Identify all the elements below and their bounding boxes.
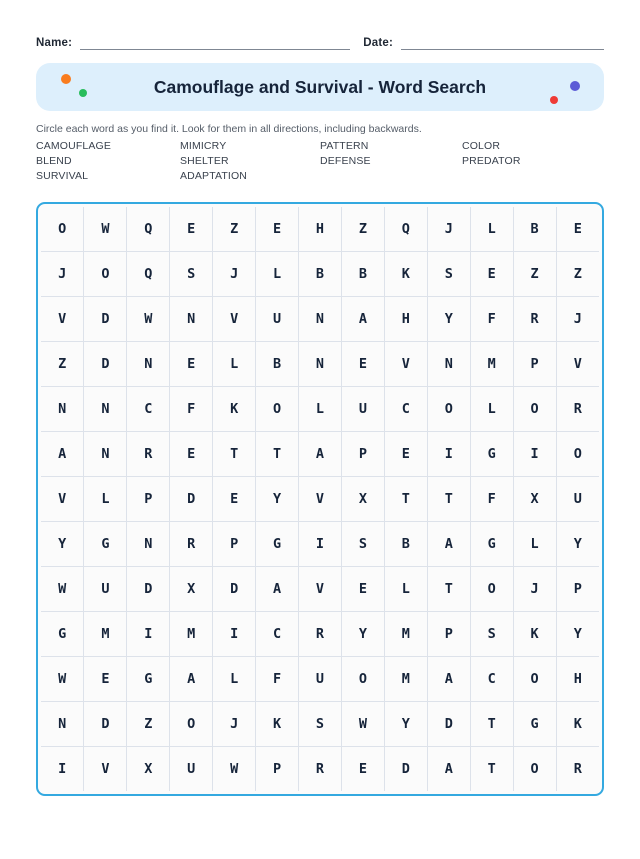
grid-cell[interactable]: Y [41,521,84,566]
grid-cell[interactable]: O [470,566,513,611]
instructions-text: Circle each word as you find it. Look for them in all directions, including backwards. [36,123,422,135]
grid-cell[interactable]: B [513,207,556,252]
grid-cell[interactable]: V [41,476,84,521]
grid-cell[interactable]: P [513,341,556,386]
grid-cell[interactable]: M [384,611,427,656]
grid-cell[interactable]: R [556,386,599,431]
grid-cell[interactable]: C [384,386,427,431]
grid-cell[interactable]: G [127,656,170,701]
grid-cell[interactable]: V [299,566,342,611]
grid-cell[interactable]: A [427,521,470,566]
grid-cell[interactable]: J [213,701,256,746]
grid-cell[interactable]: O [84,251,127,296]
grid-cell[interactable]: P [427,611,470,656]
grid-cell[interactable]: Z [213,207,256,252]
grid-cell[interactable]: R [170,521,213,566]
grid-cell[interactable]: Z [556,251,599,296]
grid-cell[interactable]: C [127,386,170,431]
grid-cell[interactable]: I [513,431,556,476]
grid-cell[interactable]: T [213,431,256,476]
grid-cell[interactable]: C [470,656,513,701]
word-list-item[interactable]: COLOR [462,140,501,152]
grid-cell[interactable]: E [470,251,513,296]
grid-row [41,386,599,431]
grid-cell[interactable]: R [299,611,342,656]
grid-cell[interactable]: R [127,431,170,476]
grid-cell[interactable]: B [256,341,299,386]
grid-row [41,566,599,611]
grid-cell[interactable]: W [213,746,256,791]
grid-cell[interactable]: Q [384,207,427,252]
blue-dot-icon [570,81,580,91]
grid-cell[interactable]: E [84,656,127,701]
grid-cell[interactable]: V [213,296,256,341]
grid-cell[interactable]: E [341,341,384,386]
grid-cell[interactable]: Y [384,701,427,746]
grid-row [41,431,599,476]
worksheet-page [0,30,640,859]
grid-cell[interactable]: J [41,251,84,296]
grid-cell[interactable]: R [299,746,342,791]
grid-cell[interactable]: D [84,341,127,386]
grid-row [41,476,599,521]
grid-cell[interactable]: L [470,386,513,431]
grid-cell[interactable]: X [513,476,556,521]
grid-cell[interactable]: U [299,656,342,701]
grid-cell[interactable]: U [256,296,299,341]
grid-cell[interactable]: L [384,566,427,611]
grid-cell[interactable]: N [299,296,342,341]
word-list-item[interactable]: BLEND [36,155,72,168]
grid-cell[interactable]: L [213,341,256,386]
grid-row [41,207,599,252]
grid-cell[interactable]: A [41,431,84,476]
word-list-item[interactable]: SHELTER [180,155,229,168]
grid-cell[interactable]: W [41,656,84,701]
grid-cell[interactable]: S [470,611,513,656]
grid-cell[interactable]: M [170,611,213,656]
grid-row [41,656,599,701]
grid-cell[interactable]: L [213,656,256,701]
word-list-item[interactable]: DEFENSE [320,155,371,168]
grid-cell[interactable]: N [170,296,213,341]
grid-cell[interactable]: R [513,296,556,341]
grid-cell[interactable]: W [84,207,127,252]
grid-cell[interactable]: E [256,207,299,252]
grid-cell[interactable]: G [41,611,84,656]
grid-cell[interactable]: E [170,341,213,386]
grid-cell[interactable]: N [127,521,170,566]
grid-cell[interactable]: P [127,476,170,521]
grid-cell[interactable]: Y [556,521,599,566]
grid-cell[interactable]: L [84,476,127,521]
grid-cell[interactable]: X [127,746,170,791]
word-list-item[interactable]: CAMOUFLAGE [36,140,112,152]
name-label: Name: [36,37,73,49]
grid-cell[interactable]: N [41,386,84,431]
grid-cell[interactable]: B [341,251,384,296]
grid-cell[interactable]: Z [513,251,556,296]
grid-cell[interactable]: I [299,521,342,566]
grid-cell[interactable]: T [427,566,470,611]
grid-cell[interactable]: R [556,746,599,791]
grid-cell[interactable]: I [41,746,84,791]
grid-cell[interactable]: T [384,476,427,521]
grid-row [41,701,599,746]
grid-cell[interactable]: F [470,296,513,341]
word-list-item[interactable]: SURVIVAL [36,170,89,183]
orange-dot-icon [61,74,71,84]
grid-cell[interactable]: N [127,341,170,386]
grid-cell[interactable]: D [384,746,427,791]
grid-cell[interactable]: W [127,296,170,341]
grid-cell[interactable]: U [556,476,599,521]
name-input[interactable] [80,35,350,50]
grid-cell[interactable]: X [170,566,213,611]
grid-cell[interactable]: J [556,296,599,341]
grid-cell[interactable]: F [256,656,299,701]
word-list-item[interactable]: PREDATOR [462,155,521,168]
grid-cell[interactable]: V [299,476,342,521]
grid-cell[interactable]: F [470,476,513,521]
grid-cell[interactable]: Z [41,341,84,386]
grid-cell[interactable]: G [256,521,299,566]
grid-cell[interactable]: D [84,701,127,746]
grid-cell[interactable]: K [213,386,256,431]
title-banner [36,63,604,111]
word-list-item[interactable]: PATTERN [320,140,369,152]
grid-cell[interactable]: N [84,431,127,476]
grid-cell[interactable]: W [341,701,384,746]
grid-cell[interactable]: Y [341,611,384,656]
grid-cell[interactable]: P [341,431,384,476]
grid-cell[interactable]: O [256,386,299,431]
grid-cell[interactable]: U [170,746,213,791]
word-search-grid[interactable] [41,207,599,791]
grid-cell[interactable]: V [384,341,427,386]
grid-cell[interactable]: M [84,611,127,656]
grid-cell[interactable]: Q [127,251,170,296]
grid-cell[interactable]: B [384,521,427,566]
grid-cell[interactable]: J [513,566,556,611]
grid-cell[interactable]: O [513,386,556,431]
grid-cell[interactable]: O [513,746,556,791]
grid-cell[interactable]: O [556,431,599,476]
grid-cell[interactable]: W [41,566,84,611]
grid-cell[interactable]: G [84,521,127,566]
page-title: Camouflage and Survival - Word Search [153,76,487,97]
grid-cell[interactable]: K [556,701,599,746]
grid-cell[interactable]: T [256,431,299,476]
grid-cell[interactable]: C [256,611,299,656]
grid-cell[interactable]: D [170,476,213,521]
grid-cell[interactable]: O [170,701,213,746]
grid-cell[interactable]: L [513,521,556,566]
grid-cell[interactable]: A [299,431,342,476]
grid-cell[interactable]: Y [256,476,299,521]
grid-cell[interactable]: H [384,296,427,341]
grid-cell[interactable]: S [427,251,470,296]
grid-cell[interactable]: E [384,431,427,476]
grid-cell[interactable]: A [256,566,299,611]
grid-cell[interactable]: F [170,386,213,431]
grid-cell[interactable]: V [84,746,127,791]
grid-cell[interactable]: E [556,207,599,252]
word-search-grid-container [36,202,604,796]
grid-cell[interactable]: J [427,207,470,252]
grid-cell[interactable]: X [341,476,384,521]
grid-cell[interactable]: L [299,386,342,431]
grid-cell[interactable]: S [170,251,213,296]
grid-cell[interactable]: Z [341,207,384,252]
grid-cell[interactable]: A [427,656,470,701]
grid-cell[interactable]: N [84,386,127,431]
grid-cell[interactable]: M [470,341,513,386]
grid-cell[interactable]: V [556,341,599,386]
grid-cell[interactable]: O [41,207,84,252]
grid-cell[interactable]: N [427,341,470,386]
grid-row [41,611,599,656]
grid-cell[interactable]: L [470,207,513,252]
grid-cell[interactable]: K [384,251,427,296]
grid-cell[interactable]: E [170,207,213,252]
grid-cell[interactable]: L [256,251,299,296]
grid-cell[interactable]: T [470,701,513,746]
grid-cell[interactable]: Y [427,296,470,341]
grid-cell[interactable]: O [427,386,470,431]
grid-cell[interactable]: E [341,746,384,791]
grid-cell[interactable]: E [170,431,213,476]
grid-cell[interactable]: E [341,566,384,611]
grid-cell[interactable]: D [84,296,127,341]
grid-cell[interactable]: Y [556,611,599,656]
grid-cell[interactable]: U [84,566,127,611]
date-label: Date: [363,37,393,49]
grid-cell[interactable]: H [556,656,599,701]
grid-cell[interactable]: I [213,611,256,656]
grid-cell[interactable]: D [127,566,170,611]
grid-cell[interactable]: G [470,431,513,476]
grid-cell[interactable]: A [427,746,470,791]
grid-cell[interactable]: P [213,521,256,566]
red-dot-icon [550,96,558,104]
grid-cell[interactable]: M [384,656,427,701]
grid-cell[interactable]: B [299,251,342,296]
grid-cell[interactable]: Q [127,207,170,252]
grid-cell[interactable]: K [256,701,299,746]
grid-row [41,296,599,341]
grid-row [41,521,599,566]
grid-cell[interactable]: U [341,386,384,431]
grid-cell[interactable]: J [213,251,256,296]
grid-cell[interactable]: S [341,521,384,566]
grid-cell[interactable]: I [127,611,170,656]
grid-row [41,341,599,386]
date-input[interactable] [401,35,604,50]
grid-row [41,746,599,791]
word-list-item[interactable]: ADAPTATION [180,170,248,183]
grid-cell[interactable]: Z [127,701,170,746]
grid-cell[interactable]: S [299,701,342,746]
grid-cell[interactable]: G [470,521,513,566]
grid-cell[interactable]: T [470,746,513,791]
grid-row [41,251,599,296]
grid-cell[interactable]: G [513,701,556,746]
grid-cell[interactable]: K [513,611,556,656]
name-date-row [36,30,604,50]
grid-cell[interactable]: A [341,296,384,341]
grid-cell[interactable]: O [513,656,556,701]
grid-cell[interactable]: A [170,656,213,701]
grid-cell[interactable]: T [427,476,470,521]
grid-cell[interactable]: I [427,431,470,476]
grid-cell[interactable]: N [41,701,84,746]
grid-cell[interactable]: O [341,656,384,701]
grid-cell[interactable]: V [41,296,84,341]
green-dot-icon [79,89,87,97]
word-list [36,139,604,185]
grid-cell[interactable]: D [427,701,470,746]
grid-cell[interactable]: N [299,341,342,386]
grid-cell[interactable]: H [299,207,342,252]
grid-cell[interactable]: P [556,566,599,611]
grid-cell[interactable]: D [213,566,256,611]
grid-cell[interactable]: E [213,476,256,521]
grid-cell[interactable]: P [256,746,299,791]
word-list-item[interactable]: MIMICRY [180,140,227,152]
